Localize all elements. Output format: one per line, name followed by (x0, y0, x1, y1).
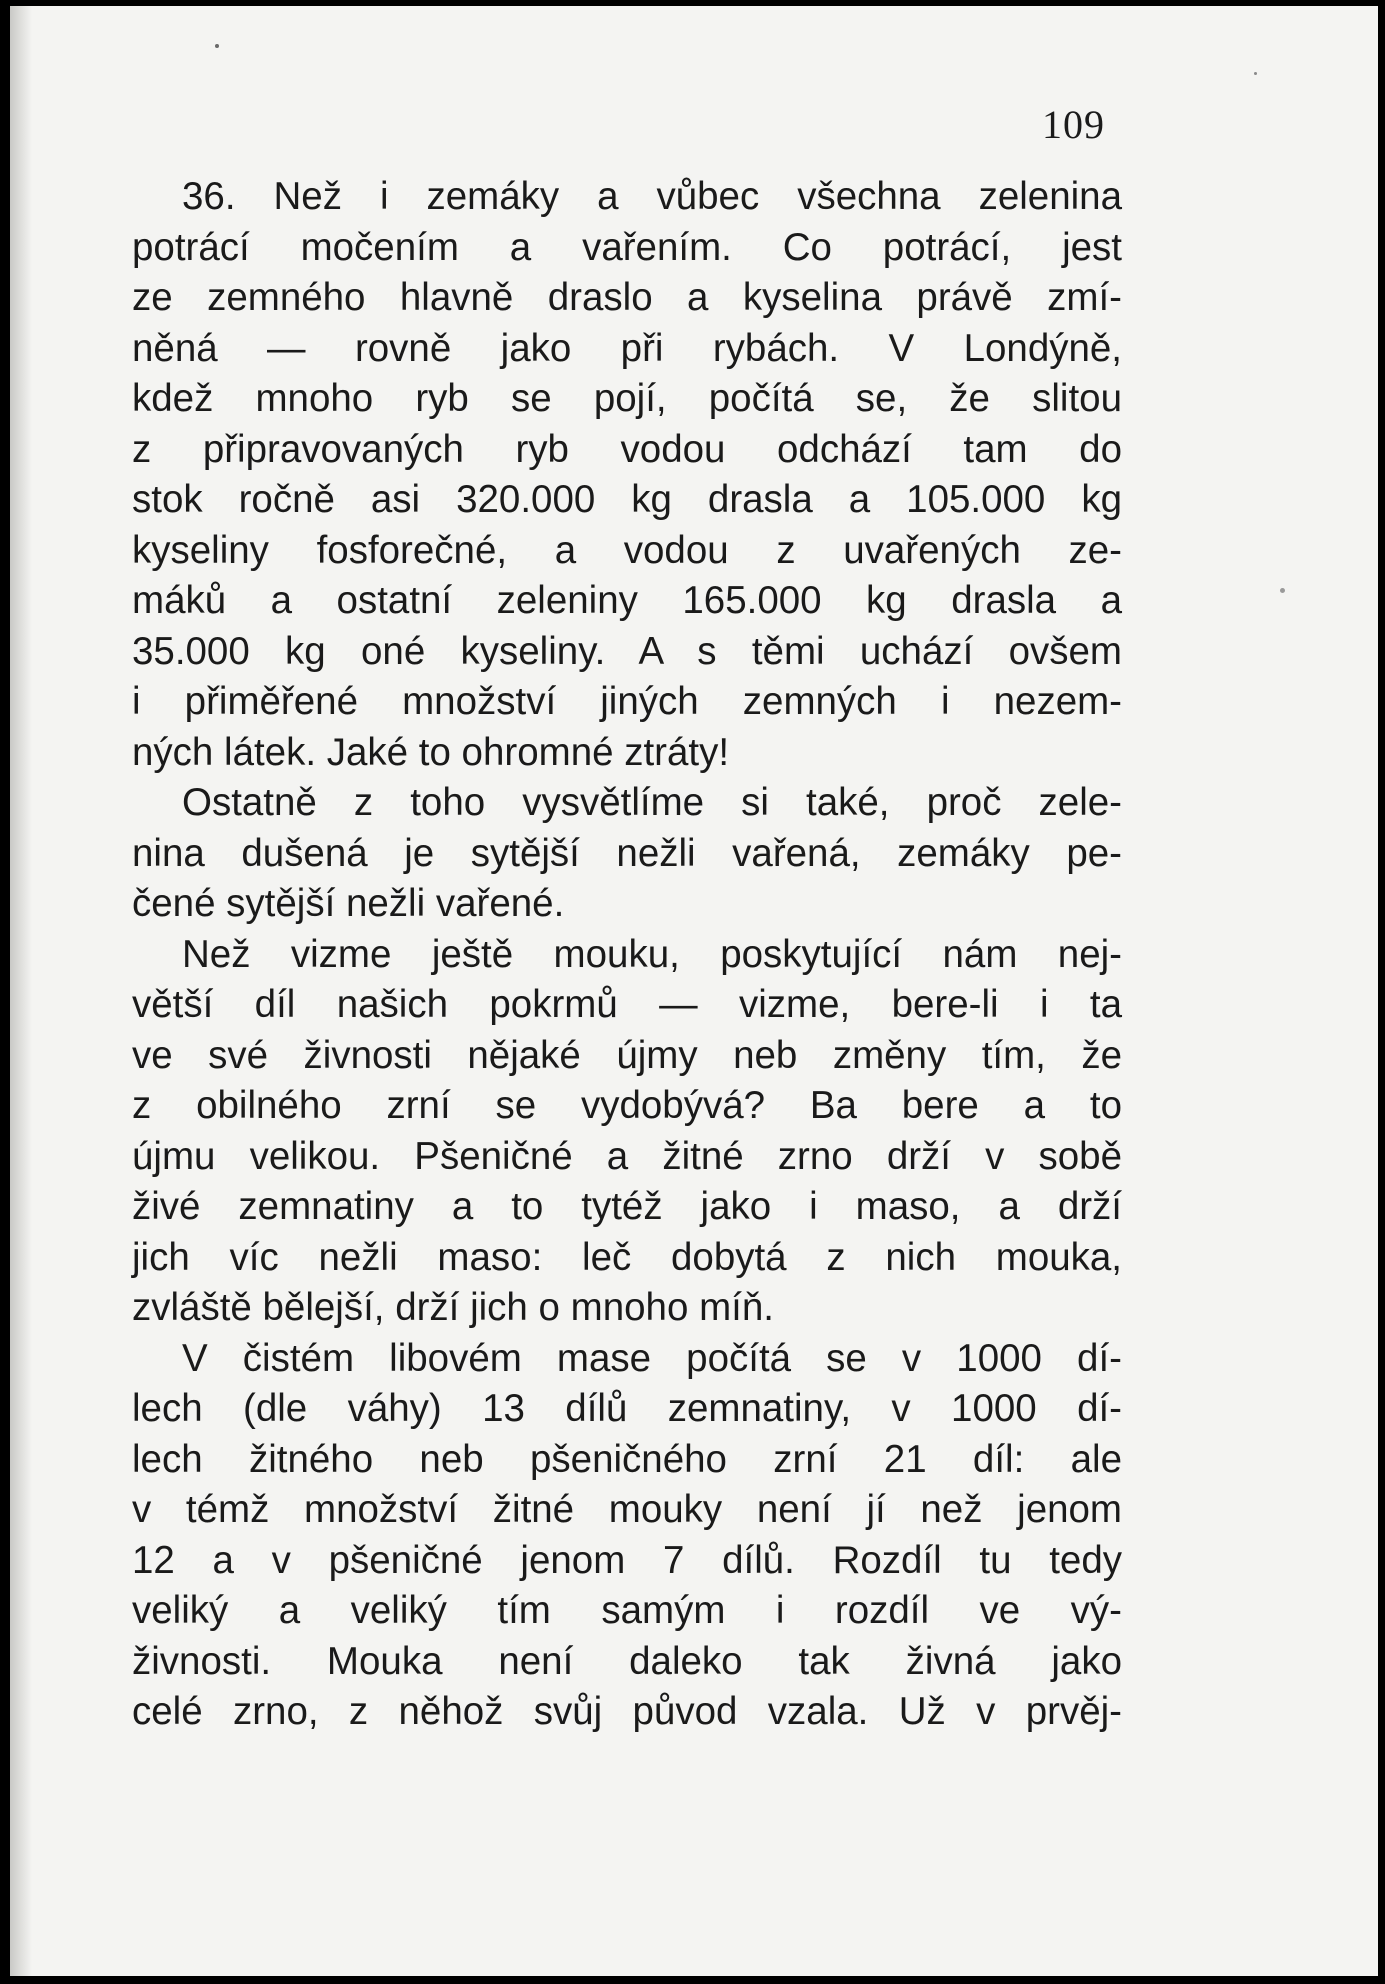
text-line: jich víc nežli maso: leč dobytá z nich mouka, (132, 1235, 1122, 1279)
text-line: z obilného zrní se vydobývá? Ba bere a to (132, 1084, 1122, 1127)
text-line: veliký a veliký tím samým i rozdíl ve vý- (132, 1589, 1122, 1632)
body-text (132, 172, 1122, 1738)
paragraph-2 (132, 778, 1122, 930)
text-line: máků a ostatní zeleniny 165.000 kg drasla a (132, 579, 1122, 622)
paragraph-3 (132, 930, 1122, 1334)
text-line: 12 a v pšeničné jenom 7 dílů. Rozdíl tu tedy (132, 1538, 1122, 1582)
text-line: Ostatně z toho vysvětlíme si také, proč zele- (182, 781, 1122, 824)
paragraph-1 (132, 172, 1122, 778)
text-line: stok ročně asi 320.000 kg drasla a 105.000 kg (132, 478, 1122, 521)
text-line: nina dušená je sytější nežli vařená, zemáky pe- (132, 831, 1122, 875)
text-line: větší díl našich pokrmů — vizme, bere-li i ta (132, 983, 1122, 1026)
text-line: zvláště bělejší, drží jich o mnoho míň. (132, 1286, 774, 1329)
text-line: něná — rovně jako při rybách. V Londýně, (132, 326, 1122, 370)
text-line: kdež mnoho ryb se pojí, počítá se, že slitou (132, 377, 1122, 420)
text-line: kyseliny fosforečné, a vodou z uvařených ze- (132, 528, 1122, 572)
text-line: V čistém libovém mase počítá se v 1000 dí- (182, 1336, 1122, 1380)
text-line: živé zemnatiny a to tytéž jako i maso, a drží (132, 1185, 1122, 1228)
paragraph-4 (132, 1334, 1122, 1738)
text-line: ných látek. Jaké to ohromné ztráty! (132, 730, 730, 774)
text-line: čené sytější nežli vařené. (132, 882, 565, 925)
scan-border-left (0, 0, 10, 1984)
text-line: újmu velikou. Pšeničné a žitné zrno drží v sobě (132, 1134, 1122, 1178)
text-line: lech (dle váhy) 13 dílů zemnatiny, v 1000 dí- (132, 1387, 1122, 1430)
dust-speck (1280, 588, 1285, 593)
gutter-shadow (10, 6, 32, 1976)
text-line: 36. Než i zemáky a vůbec všechna zelenina (182, 175, 1122, 218)
text-line: potrácí močením a vařením. Co potrácí, jest (132, 225, 1122, 269)
scanned-page (10, 6, 1378, 1976)
dust-speck (215, 44, 219, 48)
text-line: 35.000 kg oné kyseliny. A s těmi uchází ovšem (132, 629, 1122, 673)
text-line: v témž množství žitné mouky není jí než jenom (132, 1488, 1122, 1531)
dust-speck (1254, 72, 1257, 75)
text-line: ze zemného hlavně draslo a kyselina právě zmí- (132, 276, 1122, 319)
text-line: celé zrno, z něhož svůj původ vzala. Už v prvěj- (132, 1690, 1122, 1733)
text-line: i přiměřené množství jiných zemných i nezem- (132, 680, 1122, 723)
text-line: lech žitného neb pšeničného zrní 21 díl: ale (132, 1437, 1122, 1481)
text-line: ve své živnosti nějaké újmy neb změny tím, že (132, 1033, 1122, 1077)
text-line: Než vizme ještě mouku, poskytující nám nej- (182, 932, 1122, 976)
text-line: živnosti. Mouka není daleko tak živná jako (132, 1639, 1122, 1683)
text-line: z připravovaných ryb vodou odchází tam do (132, 427, 1122, 471)
page-number: 109 (1042, 102, 1105, 147)
